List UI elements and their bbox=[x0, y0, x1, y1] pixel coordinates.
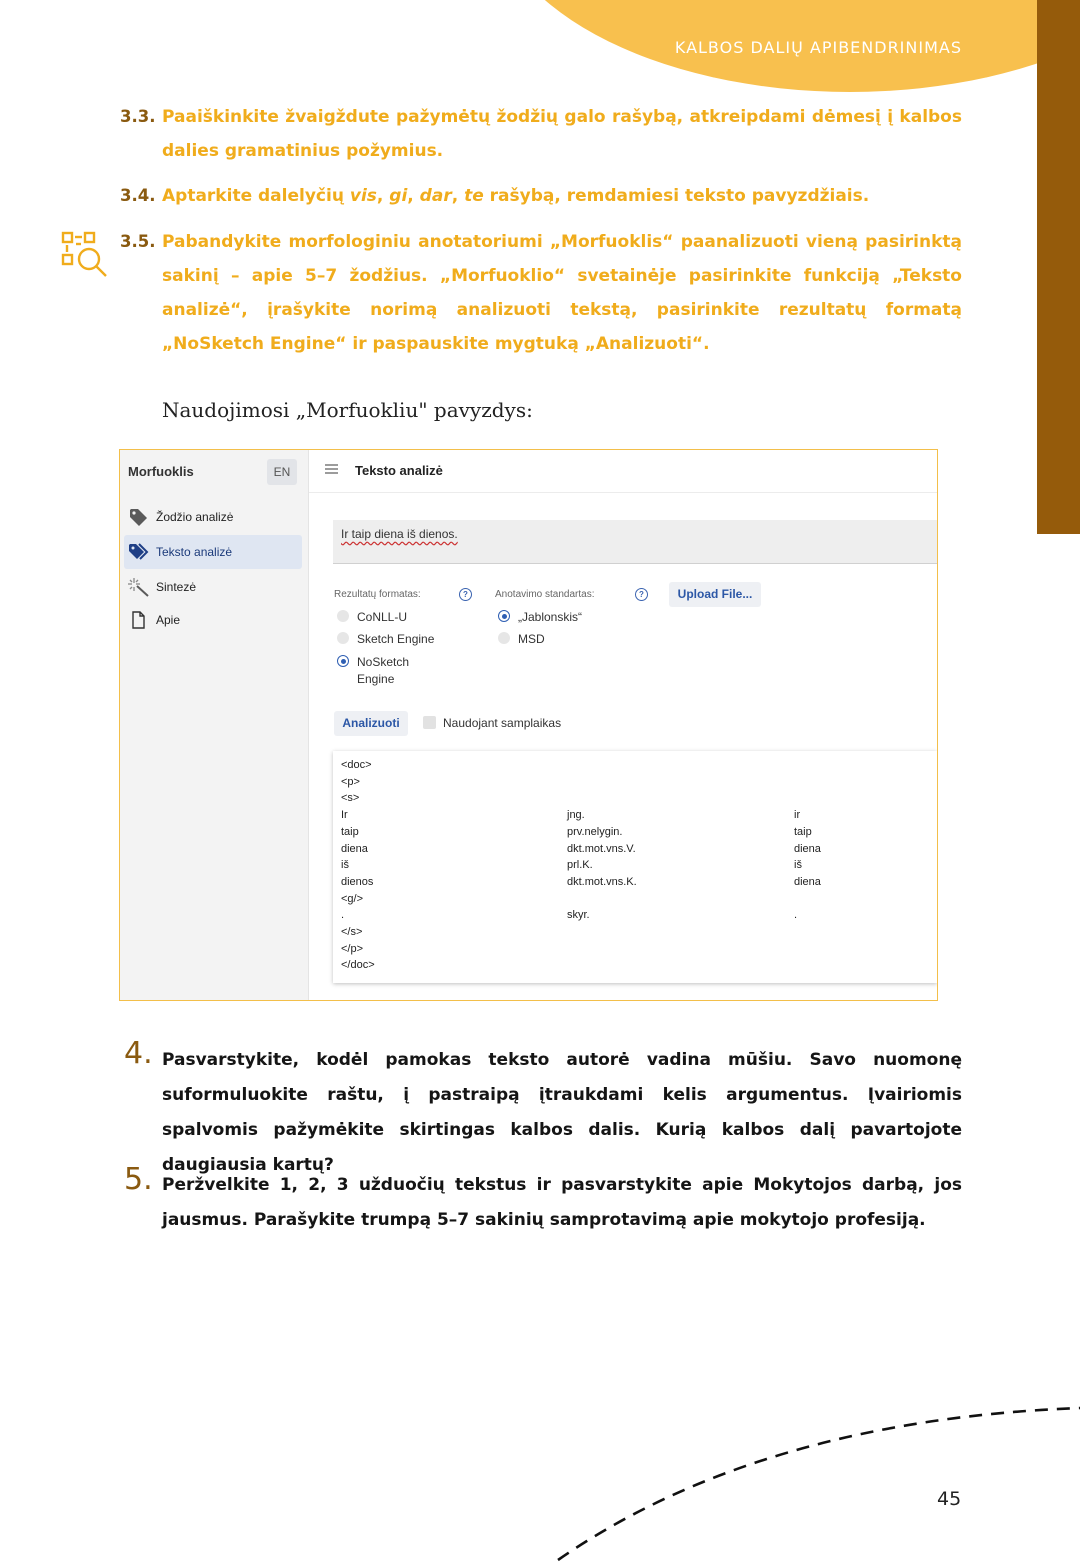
output-tag: <doc> bbox=[341, 759, 372, 771]
output-tag: <s> bbox=[341, 792, 360, 805]
output-tag: </p> bbox=[341, 942, 364, 955]
output-token: <g/> bbox=[341, 892, 364, 905]
sidebar-item-zodzio-analize[interactable] bbox=[124, 500, 302, 534]
task-number: 3.5. bbox=[120, 232, 156, 251]
language-button[interactable]: EN bbox=[267, 459, 297, 485]
sidebar-item-label: Sintezė bbox=[156, 580, 197, 594]
help-icon[interactable]: ? bbox=[635, 588, 648, 601]
output-lemma: diena bbox=[794, 875, 821, 888]
app-brand: Morfuoklis bbox=[128, 464, 194, 479]
output-tag: <p> bbox=[341, 775, 360, 788]
output-tag-value: skyr. bbox=[567, 909, 590, 922]
radio-dot-selected bbox=[498, 610, 510, 622]
output-token: Ir bbox=[341, 809, 348, 822]
task-text: Pabandykite morfologiniu anotatoriumi „Morfuoklis“ paanalizuoti vieną pasirinktą sakinį – apie 5–7 žodžius. „Morfuoklio“ svetainėje pasirinkite funkciją „Teksto analizė“, įrašykite norimą analizuoti tekstą, pasirinkite rezultatų formatą „NoSketch Engine“ ir paspauskite mygtuką „Analizuoti“. bbox=[162, 232, 962, 354]
standard-label: Anotavimo standartas: bbox=[495, 589, 595, 600]
task-text-part: Aptarkite dalelyčių bbox=[162, 186, 350, 206]
qr-search-icon bbox=[60, 230, 110, 278]
output-lemma: ir bbox=[794, 809, 801, 822]
task-text-part: rašybą, remdamiesi teksto pavyzdžiais. bbox=[483, 186, 870, 206]
output-lemma: taip bbox=[794, 825, 812, 838]
samplaikas-checkbox[interactable] bbox=[423, 716, 436, 729]
format-label: Rezultatų formatas: bbox=[334, 589, 421, 600]
analyze-button[interactable]: Analizuoti bbox=[334, 711, 408, 736]
radio-dot bbox=[498, 632, 510, 644]
radio-label: NoSketch Engine bbox=[357, 655, 410, 686]
radio-dot bbox=[337, 610, 349, 622]
output-tag-value: prl.K. bbox=[567, 859, 593, 872]
side-tab-decoration bbox=[1037, 0, 1080, 534]
task-number-4: 4. bbox=[124, 1036, 153, 1071]
particle-word: vis bbox=[349, 186, 377, 206]
output-tag: </doc> bbox=[341, 959, 375, 972]
radio-label: MSD bbox=[518, 632, 545, 646]
page-number: 45 bbox=[937, 1488, 962, 1510]
task-4-text: Pasvarstykite, kodėl pamokas teksto autorė vadina mūšiu. Savo nuomonę suformuluokite raštu, į pastraipą įtraukdami kelis argumentus. Įvairiomis spalvomis pažymėkite skirtingas kalbos dalis. Kurią kalbos dalį pavartojote daugiausia kartų? bbox=[162, 1050, 962, 1175]
magic-wand-icon bbox=[128, 577, 150, 597]
radio-label: CoNLL-U bbox=[357, 610, 408, 624]
app-sidebar bbox=[120, 450, 309, 1000]
chapter-title: KALBOS DALIŲ APIBENDRINIMAS bbox=[674, 38, 962, 57]
particle-word: gi bbox=[389, 186, 408, 206]
particle-word: te bbox=[464, 186, 484, 206]
task-number: 3.4. bbox=[120, 186, 156, 205]
radio-label: Sketch Engine bbox=[357, 632, 435, 646]
morfuoklis-screenshot bbox=[119, 449, 938, 1001]
sidebar-item-label: Žodžio analizė bbox=[156, 510, 234, 524]
output-token: iš bbox=[341, 859, 349, 872]
output-tag-value: dkt.mot.vns.K. bbox=[567, 875, 637, 888]
task-number: 3.3. bbox=[120, 107, 156, 126]
task-text: Aptarkite dalelyčių vis, gi, dar, te rašybą, remdamiesi teksto pavyzdžiais. bbox=[162, 186, 870, 206]
help-icon[interactable]: ? bbox=[459, 588, 472, 601]
radio-label: „Jablonskis“ bbox=[518, 610, 583, 624]
sidebar-item-apie[interactable] bbox=[124, 603, 302, 637]
example-caption: Naudojimosi „Morfuokliu" pavyzdys: bbox=[162, 398, 533, 422]
output-token: taip bbox=[341, 825, 359, 838]
task-text: Paaiškinkite žvaigždute pažymėtų žodžių galo rašybą, atkreipdami dėmesį į kalbos dalies gramatinius požymius. bbox=[162, 107, 962, 161]
tag-icon bbox=[128, 507, 150, 527]
output-token: dienos bbox=[341, 875, 374, 888]
radio-dot-selected bbox=[337, 655, 349, 667]
output-tag-value: dkt.mot.vns.V. bbox=[567, 842, 636, 855]
upload-file-button[interactable]: Upload File... bbox=[669, 582, 761, 607]
sidebar-item-label: Apie bbox=[156, 613, 181, 627]
document-icon bbox=[128, 610, 150, 630]
output-lemma: iš bbox=[794, 859, 802, 872]
analysis-output bbox=[333, 751, 937, 983]
task-number-5: 5. bbox=[124, 1162, 153, 1197]
output-lemma: diena bbox=[794, 842, 821, 855]
task-3-5 bbox=[120, 225, 962, 361]
text-input[interactable] bbox=[333, 520, 937, 564]
tags-icon bbox=[128, 542, 150, 562]
task-5-text: Peržvelkite 1, 2, 3 užduočių tekstus ir pasvarstykite apie Mokytojos darbą, jos jausmus. Parašykite trumpą 5–7 sakinių samprotavimą apie mokytojo profesiją. bbox=[162, 1175, 962, 1230]
hamburger-menu-icon[interactable] bbox=[325, 464, 338, 474]
output-lemma: . bbox=[794, 909, 798, 922]
output-tag-value: jng. bbox=[567, 809, 585, 822]
sidebar-item-label: Teksto analizė bbox=[156, 545, 233, 559]
sidebar-item-sinteze[interactable] bbox=[124, 570, 302, 604]
app-topbar bbox=[309, 450, 937, 493]
particle-word: dar bbox=[419, 186, 452, 206]
output-token: . bbox=[341, 909, 345, 922]
page-title: Teksto analizė bbox=[355, 463, 443, 478]
radio-dot bbox=[337, 632, 349, 644]
sidebar-item-teksto-analize[interactable] bbox=[124, 535, 302, 569]
task-3-4 bbox=[120, 179, 962, 213]
checkbox-label: Naudojant samplaikas bbox=[443, 716, 562, 730]
task-3-3 bbox=[120, 100, 962, 168]
output-tag: </s> bbox=[341, 926, 363, 938]
output-token: diena bbox=[341, 842, 368, 855]
output-tag-value: prv.nelygin. bbox=[567, 825, 623, 838]
text-input-value: Ir taip diena iš dienos. bbox=[341, 527, 458, 541]
